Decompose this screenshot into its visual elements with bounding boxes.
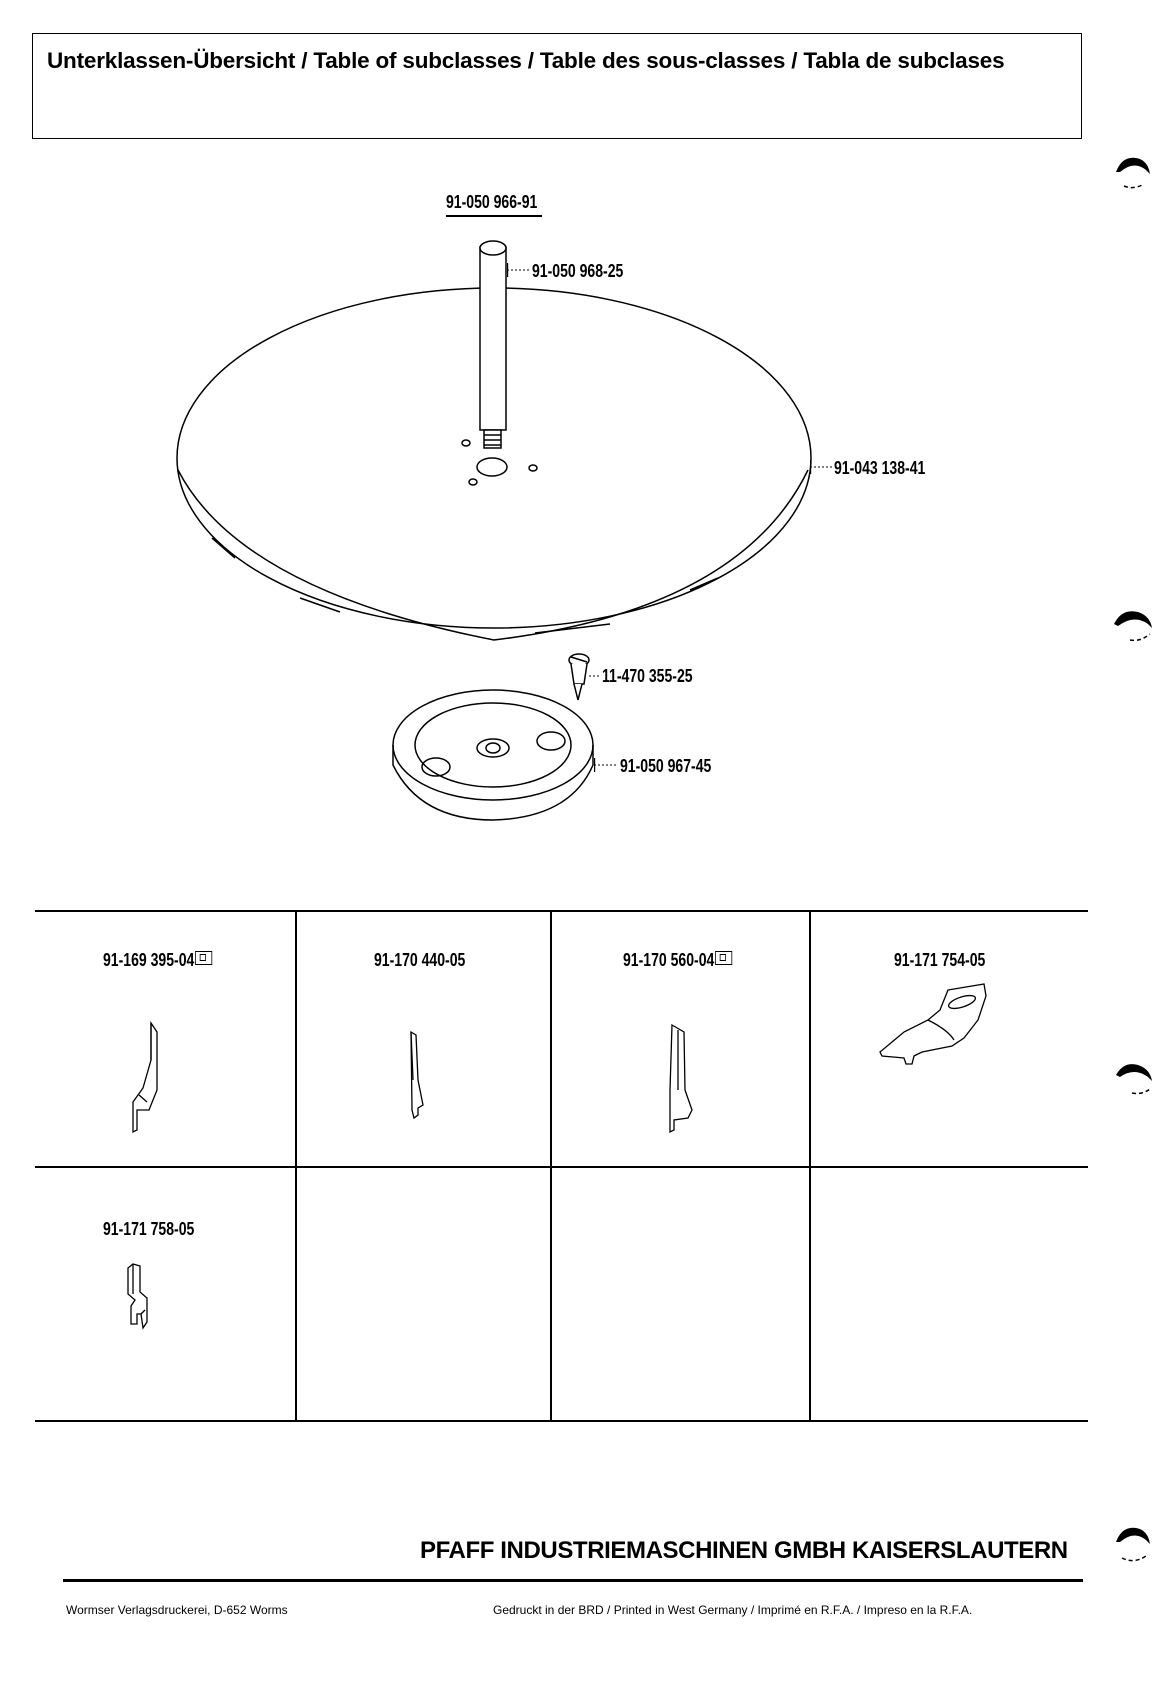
- subclass-number: 91-169 395-04: [103, 950, 212, 971]
- leader-lines: [507, 270, 833, 765]
- subclass-number: 91-170 440-05: [374, 950, 466, 970]
- pin-drawing: [462, 241, 537, 485]
- company-name: PFAFF INDUSTRIEMASCHINEN GMBH KAISERSLAUTERN: [420, 1537, 1068, 1564]
- printer-credit: Wormser Verlagsdruckerei, D-652 Worms: [66, 1603, 288, 1617]
- footer-rule: [63, 1579, 1083, 1582]
- screw-drawing: [569, 654, 589, 700]
- part-drawing-knife-3: [660, 1020, 710, 1140]
- base-drawing: [393, 690, 593, 820]
- punch-hole-icon: [1110, 1520, 1160, 1570]
- callout-pin: 91-050 968-25: [532, 261, 624, 281]
- subclass-number: 91-171 754-05: [894, 950, 986, 970]
- marker-icon: [715, 951, 732, 965]
- punch-hole-icon: [1110, 600, 1160, 645]
- punch-hole-icon: [1110, 150, 1160, 195]
- marker-icon: [195, 951, 212, 965]
- assembly-number: 91-050 966-91: [446, 192, 538, 212]
- table-rule: [35, 910, 1088, 912]
- table-rule: [35, 1166, 1088, 1168]
- callout-screw: 11-470 355-25: [602, 666, 693, 686]
- punch-hole-icon: [1110, 1055, 1160, 1100]
- table-divider: [295, 910, 297, 1422]
- part-drawing-bracket: [878, 980, 998, 1080]
- part-drawing-small-part: [125, 1262, 165, 1352]
- page-title: Unterklassen-Übersicht / Table of subclasses / Table des sous-classes / Tabla de subclases: [47, 48, 1005, 73]
- callout-disc: 91-043 138-41: [834, 458, 926, 478]
- table-rule: [35, 1420, 1088, 1422]
- callout-base: 91-050 967-45: [620, 756, 712, 776]
- part-drawing-knife-2: [400, 1020, 440, 1130]
- subclass-number: 91-171 758-05: [103, 1219, 195, 1239]
- subclass-number: 91-170 560-04: [623, 950, 732, 971]
- table-divider: [550, 910, 552, 1422]
- printed-in: Gedruckt in der BRD / Printed in West Germany / Imprimé en R.F.A. / Impreso en la R.F.A.: [493, 1603, 973, 1617]
- part-drawing-knife-1: [125, 1020, 175, 1140]
- table-divider: [809, 910, 811, 1422]
